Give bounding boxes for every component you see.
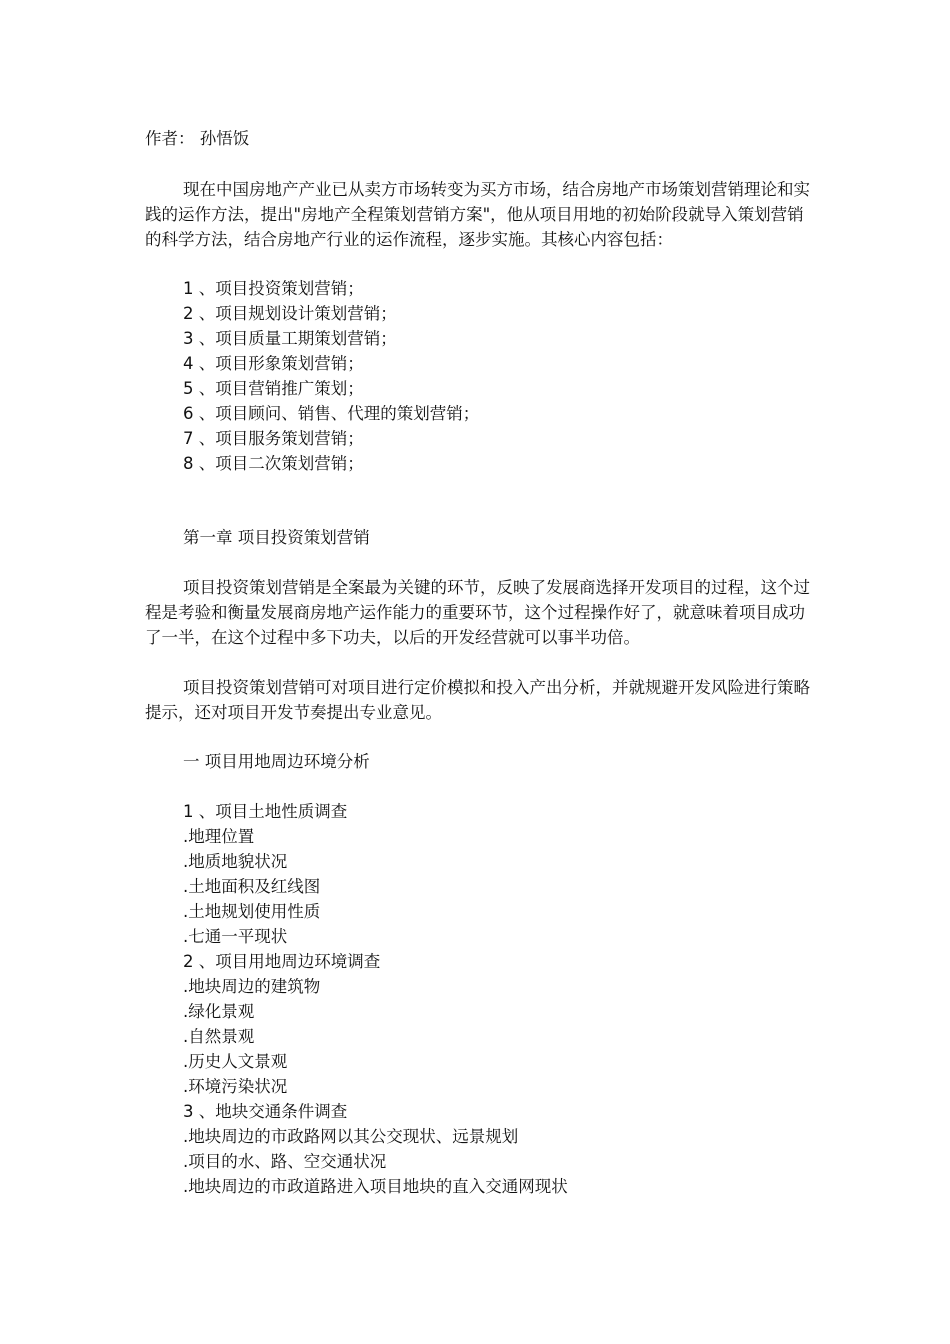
list-item: 1 、项目投资策划营销；	[183, 279, 364, 298]
list-item: .历史人文景观	[183, 1052, 288, 1071]
list-item: .地块周边的市政道路进入项目地块的直入交通网现状	[183, 1177, 568, 1196]
list-item: 4 、项目形象策划营销；	[183, 354, 364, 373]
list-item: 3 、项目质量工期策划营销；	[183, 329, 397, 348]
list-item: 3 、地块交通条件调查	[183, 1102, 348, 1121]
list-item: 8 、项目二次策划营销；	[183, 454, 364, 473]
section-items-list	[183, 799, 568, 1199]
list-item: .项目的水、路、空交通状况	[183, 1152, 387, 1171]
list-item: .土地面积及红线图	[183, 877, 321, 896]
intro-paragraph: 现在中国房地产产业已从卖方市场转变为买方市场，结合房地产市场策划营销理论和实践的运作方法，提出"房地产全程策划营销方案"，他从项目用地的初始阶段就导入策划营销的科学方法，结合房地产行业的运作流程，逐步实施。其核心内容包括：	[145, 180, 810, 249]
section-title: 一 项目用地周边环境分析	[183, 752, 370, 771]
core-items-list	[183, 276, 479, 476]
chapter-paragraph-2: 项目投资策划营销可对项目进行定价模拟和投入产出分析，并就规避开发风险进行策略提示，还对项目开发节奏提出专业意见。	[145, 678, 810, 722]
list-item: .土地规划使用性质	[183, 902, 321, 921]
list-item: .环境污染状况	[183, 1077, 288, 1096]
list-item: 2 、项目用地周边环境调查	[183, 952, 381, 971]
list-item: 5 、项目营销推广策划；	[183, 379, 364, 398]
list-item: .地理位置	[183, 827, 255, 846]
author-line: 作者： 孙悟饭	[145, 129, 250, 148]
list-item: 1 、项目土地性质调查	[183, 802, 348, 821]
chapter-title: 第一章 项目投资策划营销	[183, 528, 370, 547]
list-item: 6 、项目顾问、销售、代理的策划营销；	[183, 404, 480, 423]
chapter-paragraph-1: 项目投资策划营销是全案最为关键的环节，反映了发展商选择开发项目的过程，这个过程是考验和衡量发展商房地产运作能力的重要环节，这个过程操作好了，就意味着项目成功了一半，在这个过程中多下功夫，以后的开发经营就可以事半功倍。	[145, 578, 810, 647]
list-item: .地质地貌状况	[183, 852, 288, 871]
list-item: .自然景观	[183, 1027, 255, 1046]
list-item: 2 、项目规划设计策划营销；	[183, 304, 397, 323]
list-item: .地块周边的市政路网以其公交现状、远景规划	[183, 1127, 519, 1146]
list-item: 7 、项目服务策划营销；	[183, 429, 364, 448]
list-item: .绿化景观	[183, 1002, 255, 1021]
list-item: .七通一平现状	[183, 927, 288, 946]
list-item: .地块周边的建筑物	[183, 977, 321, 996]
